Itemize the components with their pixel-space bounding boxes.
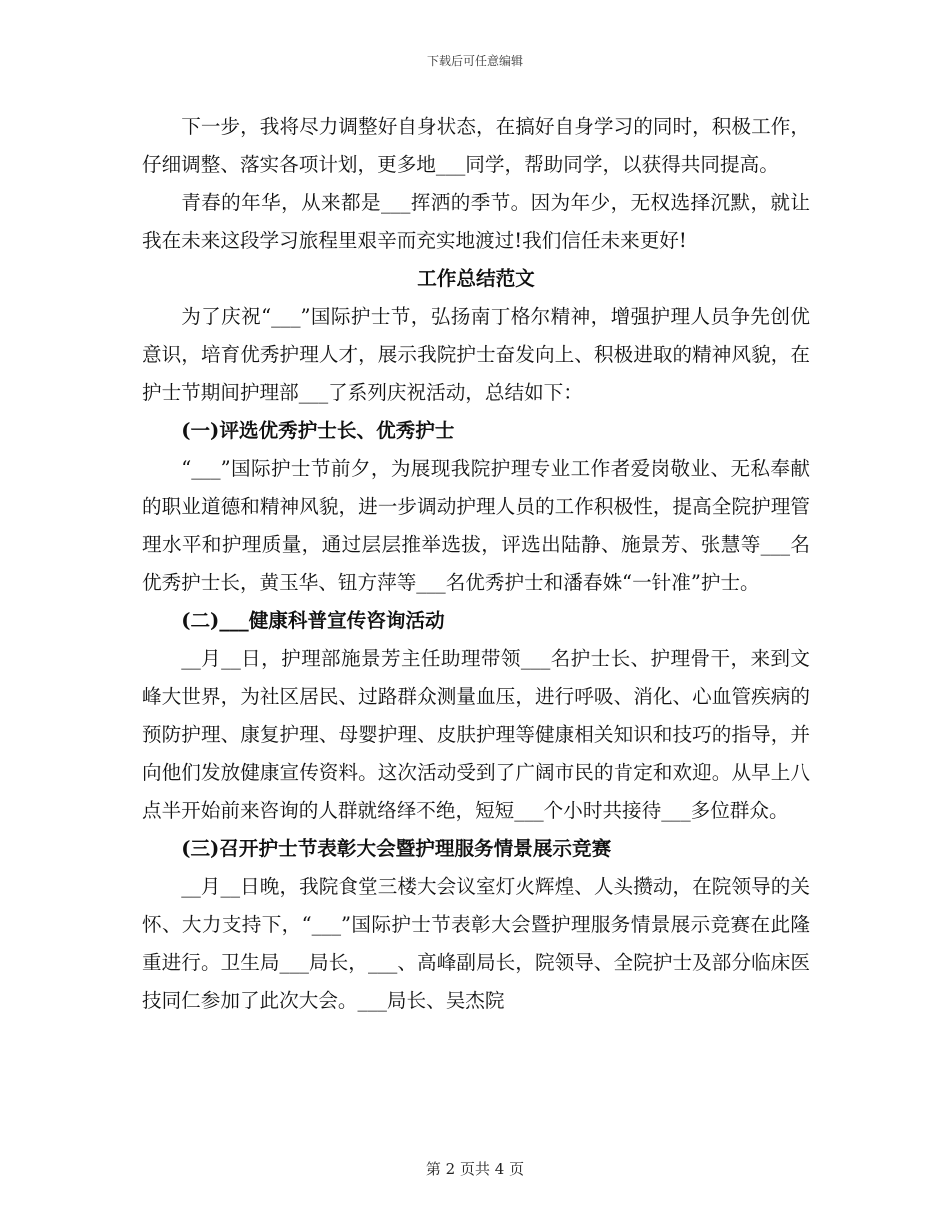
paragraph-ceremony: __月__日晚，我院食堂三楼大会议室灯火辉煌、人头攒动，在院领导的关怀、大力支持下，“___”国际护士节表彰大会暨护理服务情景展示竞赛在此隆重进行。卫生局___局长，___、高峰副局长，院领导、全院护士及部分临床医技同仁参加了此次大会。___局长、吴杰院 — [142, 875, 810, 1012]
section-heading-2: (二)___健康科普宣传咨询活动 — [181, 609, 445, 632]
paragraph-health-campaign: __月__日，护理部施景芳主任助理带领___名护士长、护理骨干，来到文峰大世界，为社区居民、过路群众测量血压，进行呼吸、消化、心血管疾病的预防护理、康复护理、母婴护理、皮肤护理等健康相关知识和技巧的指导，并向他们发放健康宣传资料。这次活动受到了广阔市民的肯定和欢迎。从早上八点半开始前来咨询的人群就络绎不绝，短短___个小时共接待___多位群众。 — [142, 647, 810, 822]
section-heading-3: (三)召开护士节表彰大会暨护理服务情景展示竞赛 — [181, 837, 612, 860]
paragraph-intro: 为了庆祝“___”国际护士节，弘扬南丁格尔精神，增强护理人员争先创优意识，培育优秀护理人才，展示我院护士奋发向上、积极进取的精神风貌，在护士节期间护理部___了系列庆祝活动，总结如下： — [142, 305, 810, 404]
paragraph-selection: “___”国际护士节前夕，为展现我院护理专业工作者爱岗敬业、无私奉献的职业道德和精神风貌，进一步调动护理人员的工作积极性，提高全院护理管理水平和护理质量，通过层层推举选拔，评选出陆静、施景芳、张慧等___名优秀护士长，黄玉华、钮方萍等___名优秀护士和潘春姝“一针准”护士。 — [142, 457, 810, 594]
document-title: 工作总结范文 — [417, 267, 535, 290]
section-heading-1: (一)评选优秀护士长、优秀护士 — [181, 419, 455, 442]
paragraph-youth: 青春的年华，从来都是___挥洒的季节。因为年少，无权选择沉默，就让我在未来这段学习旅程里艰辛而充实地渡过!我们信任未来更好! — [142, 191, 810, 252]
document-body — [142, 108, 810, 1020]
page-header: 下载后可任意编辑 — [426, 54, 523, 68]
paragraph-next-step: 下一步，我将尽力调整好自身状态，在搞好自身学习的同时，积极工作，仔细调整、落实各项计划，更多地___同学，帮助同学，以获得共同提高。 — [142, 115, 810, 176]
page-footer: 第 2 页共 4 页 — [425, 1160, 525, 1178]
